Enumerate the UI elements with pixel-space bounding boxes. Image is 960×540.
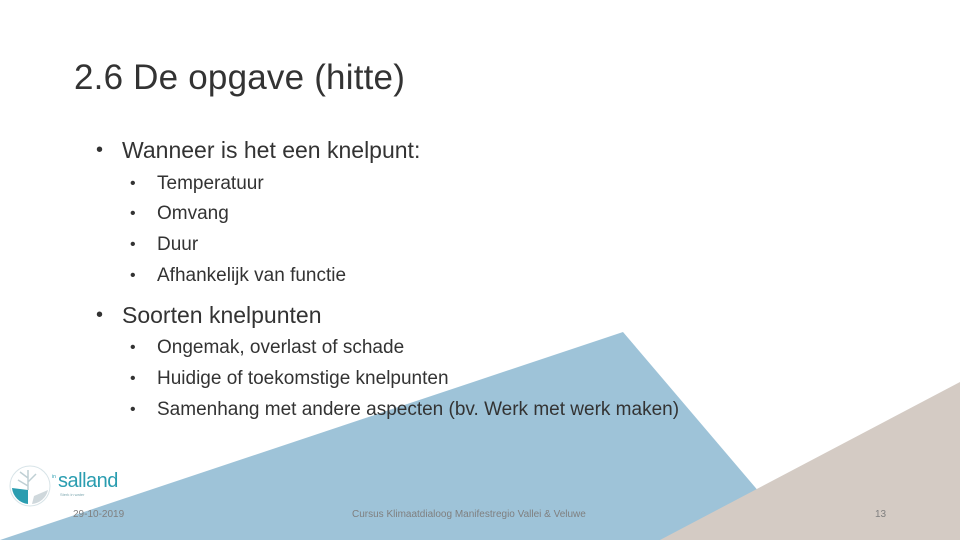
footer-date: 29-10-2019 xyxy=(73,509,125,520)
sub-bullet-samenhang xyxy=(130,399,679,421)
footer-center-text: Cursus Klimaatdialoog Manifestregio Vallei & Veluwe xyxy=(352,509,586,520)
logo-prefix: in xyxy=(52,474,56,480)
bullet-knelpunt xyxy=(96,137,420,164)
bullet-text: Wanneer is het een knelpunt: xyxy=(122,137,421,163)
bullet-dot: • xyxy=(130,205,136,222)
sub-bullet-text: Duur xyxy=(157,234,199,255)
bullet-dot: • xyxy=(130,175,136,192)
bullet-soorten xyxy=(96,302,322,329)
sub-bullet-temperatuur xyxy=(130,173,264,195)
bullet-dot: • xyxy=(96,304,104,326)
sub-bullet-text: Afhankelijk van functie xyxy=(157,265,347,286)
bullet-dot: • xyxy=(130,339,136,356)
logo-wordmark: salland xyxy=(58,470,118,492)
sub-bullet-text: Samenhang met andere aspecten (bv. Werk met werk maken) xyxy=(157,399,680,420)
bullet-dot: • xyxy=(130,267,136,284)
sub-bullet-ongemak xyxy=(130,337,404,359)
logo-tagline: Sterk in water xyxy=(60,492,85,497)
sub-bullet-text: Huidige of toekomstige knelpunten xyxy=(157,368,449,389)
sub-bullet-omvang xyxy=(130,203,229,225)
sub-bullet-huidige xyxy=(130,368,449,390)
bullet-dot: • xyxy=(130,236,136,253)
sub-bullet-text: Temperatuur xyxy=(157,173,264,194)
bullet-dot: • xyxy=(130,401,136,418)
sub-bullet-functie xyxy=(130,265,346,287)
sub-bullet-duur xyxy=(130,234,198,256)
sub-bullet-text: Omvang xyxy=(157,203,229,224)
page-number: 13 xyxy=(875,509,887,520)
bullet-dot: • xyxy=(130,370,136,387)
bullet-text: Soorten knelpunten xyxy=(122,302,322,328)
slide-title: 2.6 De opgave (hitte) xyxy=(74,58,406,97)
sub-bullet-text: Ongemak, overlast of schade xyxy=(157,337,405,358)
bullet-dot: • xyxy=(96,139,104,161)
